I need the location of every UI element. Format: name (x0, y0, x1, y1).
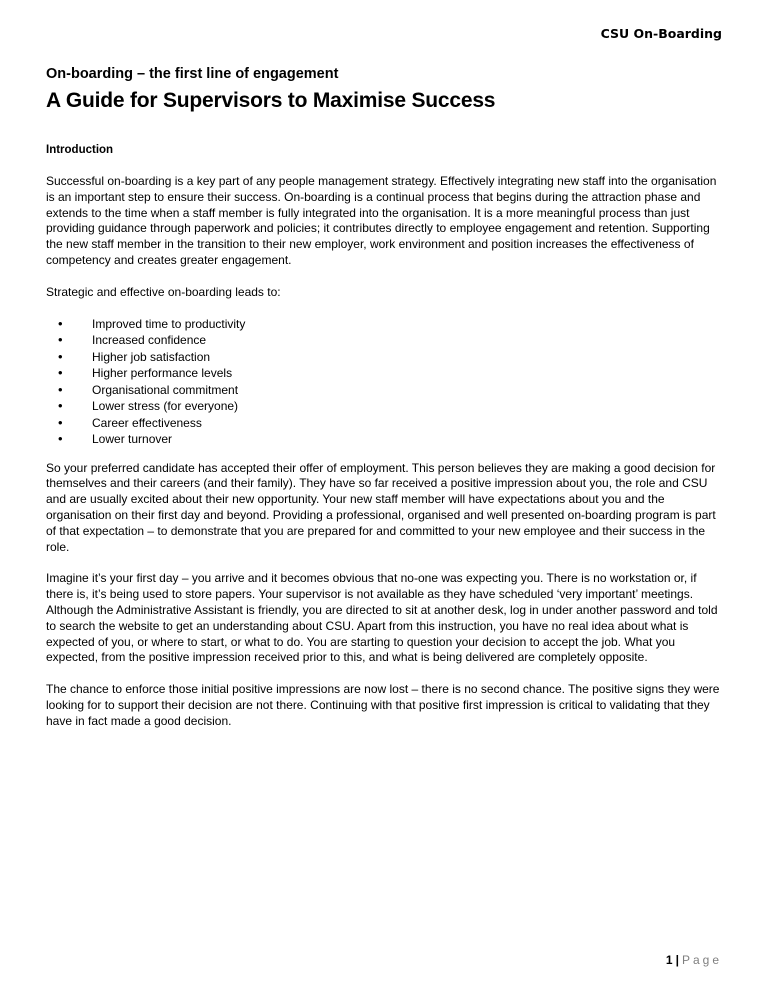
list-item: • Higher job satisfaction (46, 349, 722, 366)
list-item: • Lower stress (for everyone) (46, 398, 722, 415)
document-subtitle: On-boarding – the first line of engagement (46, 66, 339, 82)
list-item: • Increased confidence (46, 332, 722, 349)
document-body (46, 66, 722, 730)
list-item: • Improved time to productivity (46, 316, 722, 333)
paragraph-conclusion: The chance to enforce those initial positive impressions are now lost – there is no second chance. The positive signs they were looking for to support their decision are not there. Continuing with that positive first impression is critical to validating that they have in fact made a good decision. (46, 682, 720, 728)
page-number: 1 (665, 953, 673, 967)
section-heading-introduction: Introduction (46, 144, 114, 156)
paragraph-candidate: So your preferred candidate has accepted their offer of employment. This person believes they are making a good decision for themselves and their careers (and their family). They have so far received a positive impression about you, the role and CSU and are usually excited about their new opportunity. Your new staff member will have expectations about you and the organisation on their first day and beyond. Providing a professional, organised and well presented on-boarding program is part of that expectation – to demonstrate that you are prepared for and committed to your new employee and their success in the role. (46, 460, 716, 554)
list-item: • Higher performance levels (46, 365, 722, 382)
document-title: A Guide for Supervisors to Maximise Success (46, 89, 496, 112)
list-item: • Lower turnover (46, 431, 722, 448)
page-footer (666, 953, 722, 967)
page-label: Page (681, 953, 722, 967)
footer-separator: | (675, 953, 679, 967)
running-header: CSU On-Boarding (600, 26, 722, 41)
paragraph-first-day: Imagine it’s your first day – you arrive and it becomes obvious that no-one was expecting you. There is no workstation or, if there is, it’s being used to store papers. Your supervisor is not available as they have scheduled ‘very important’ meetings. Although the Administrative Assistant is friendly, you are directed to sit at another desk, log in under another password and told to search the website to get an understanding about CSU. Apart from this instruction, you have no real idea about what is expected of you, or where to start, or what to do. You are starting to question your decision to accept the job. What you expected, from the positive impression received prior to this, and what is being delivered are completely opposite. (46, 571, 718, 665)
paragraph-intro: Successful on-boarding is a key part of any people management strategy. Effectively integrating new staff into the organisation is an important step to ensure their success. On-boarding is a continual process that begins during the attraction phase and extends to the time when a staff member is fully integrated into the organisation. It is a more meaningful process than just providing guidance through paperwork and policies; it contributes directly to employee engagement and retention. Supporting the new staff member in the transition to their new employer, work environment and position increases the effectiveness of competency and creates greater engagement. (46, 174, 717, 267)
list-item: • Career effectiveness (46, 415, 722, 432)
benefits-list (46, 316, 722, 448)
paragraph-list-lead: Strategic and effective on-boarding leads to: (46, 284, 281, 299)
list-item: • Organisational commitment (46, 382, 722, 399)
